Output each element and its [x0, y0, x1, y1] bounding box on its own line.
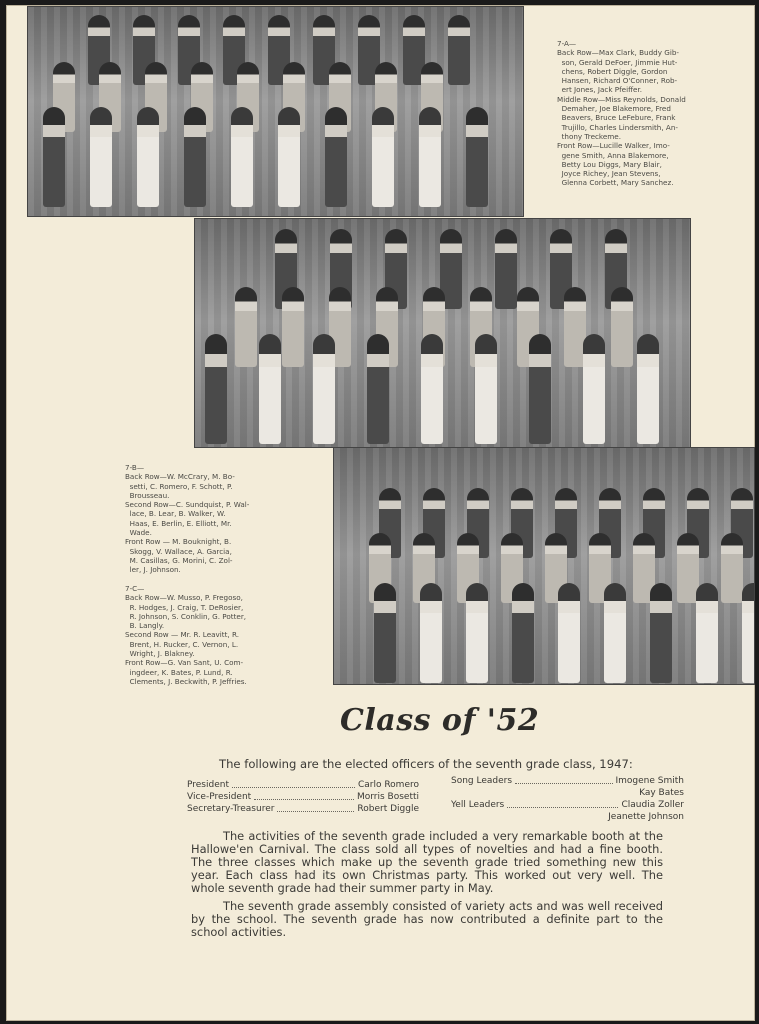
class-7b-caption — [125, 463, 249, 575]
photo-figure — [420, 583, 442, 683]
officers-list-right — [451, 775, 684, 823]
photo-figure — [495, 229, 517, 309]
caption-line: Beavers, Bruce LeFebure, Frank — [557, 113, 676, 123]
song-leaders-row — [451, 775, 684, 787]
caption-line: Second Row—C. Sundquist, P. Wal- — [125, 500, 250, 510]
caption-line: B. Langly. — [125, 621, 165, 631]
class-7a-caption — [557, 39, 686, 188]
caption-line: lace, B. Lear, B. Walker, W. — [125, 509, 226, 519]
caption-line: Back Row—Max Clark, Buddy Gib- — [557, 48, 679, 58]
photo-figure — [419, 107, 441, 207]
photo-figure — [637, 334, 659, 444]
caption-line: 7-B— — [125, 463, 145, 472]
photo-figure — [205, 334, 227, 444]
class-7c-caption — [125, 584, 247, 686]
caption-line: Wright, J. Blakney. — [125, 649, 195, 659]
caption-line: Glenna Corbett, Mary Sanchez. — [557, 178, 674, 188]
caption-line: ler, J. Johnson. — [125, 565, 181, 575]
caption-line: Front Row—G. Van Sant, U. Com- — [125, 658, 244, 668]
activities-paragraph: The activities of the seventh grade included a very remarkable booth at the Hallowe'en Carnival. The class sold all types of novelties and had a fine booth. The three classes which make up the seventh grade tried something new this year. Each class had its own Christmas party. This worked out very well. The whole seventh grade had their summer party in May. — [191, 829, 663, 895]
caption-line: Back Row—W. McCrary, M. Bo- — [125, 472, 235, 482]
photo-figure — [466, 583, 488, 683]
officer-name: Carlo Romero — [357, 780, 419, 790]
photo-figure — [611, 287, 633, 367]
yell-leader-name: Claudia Zoller — [621, 800, 684, 810]
photo-figure — [475, 334, 497, 444]
class-7a-photo — [27, 6, 524, 217]
photo-figure — [325, 107, 347, 207]
caption-line: Back Row—W. Musso, P. Fregoso, — [125, 593, 243, 603]
caption-line: ert Jones, Jack Pfeiffer. — [557, 85, 643, 95]
photo-figure — [583, 334, 605, 444]
caption-line: son, Gerald DeFoer, Jimmie Hut- — [557, 57, 678, 67]
caption-line: M. Casillas, G. Morini, C. Zol- — [125, 555, 233, 565]
officer-role: President — [187, 780, 229, 790]
photo-figure — [512, 583, 534, 683]
photo-figure — [367, 334, 389, 444]
page-title: Class of '52 — [340, 703, 540, 738]
photo-figure — [529, 334, 551, 444]
photo-figure — [282, 287, 304, 367]
photo-figure — [313, 334, 335, 444]
leader-dots — [507, 799, 618, 808]
caption-line: thony Treckeme. — [557, 131, 621, 141]
photo-figure — [235, 287, 257, 367]
caption-line: Front Row — M. Bouknight, B. — [125, 537, 232, 547]
caption-line: Trujillo, Charles Lindersmith, An- — [557, 122, 678, 132]
photo-figure — [696, 583, 718, 683]
song-leader-name-2: Kay Bates — [639, 788, 684, 798]
class-7b-photo — [194, 218, 691, 448]
photo-figure — [604, 583, 626, 683]
caption-line: setti, C. Romero, F. Schott, P. — [125, 481, 233, 491]
photo-figure — [259, 334, 281, 444]
officer-role: Secretary-Treasurer — [187, 804, 275, 814]
photo-figure — [90, 107, 112, 207]
photo-figure — [448, 15, 470, 85]
officer-role: Vice-President — [187, 792, 252, 802]
yearbook-page — [6, 5, 755, 1021]
caption-line: Brousseau. — [125, 490, 170, 500]
photo-figure — [278, 107, 300, 207]
caption-line: Joyce Richey, Jean Stevens, — [557, 169, 661, 179]
officer-row — [187, 803, 419, 815]
caption-line: Haas, E. Berlin, E. Elliott, Mr. — [125, 518, 232, 528]
assembly-paragraph: The seventh grade assembly consisted of variety acts and was well received by the school. The seventh grade has now contributed a definite part to the school activities. — [191, 899, 663, 939]
photo-figure — [184, 107, 206, 207]
caption-line: Brent, H. Rucker, C. Vernon, L. — [125, 639, 239, 649]
caption-line: Betty Lou Diggs, Mary Blair, — [557, 159, 662, 169]
caption-line: Second Row — Mr. R. Leavitt, R. — [125, 630, 239, 640]
caption-line: Demaher, Joe Blakemore, Fred — [557, 104, 671, 114]
caption-line: Middle Row—Miss Reynolds, Donald — [557, 94, 686, 104]
photo-figure — [650, 583, 672, 683]
officer-name: Robert Diggle — [357, 804, 419, 814]
photo-figure — [231, 107, 253, 207]
leader-dots — [515, 775, 612, 784]
leader-dots — [232, 779, 355, 788]
caption-line: Hansen, Richard O'Conner, Rob- — [557, 76, 678, 86]
leader-dots — [277, 803, 354, 812]
caption-line: gene Smith, Anna Blakemore, — [557, 150, 669, 160]
yell-leaders-label: Yell Leaders — [451, 800, 505, 810]
caption-line: 7-C— — [125, 584, 145, 593]
caption-line: Skogg, V. Wallace, A. Garcia, — [125, 546, 232, 556]
caption-line: 7-A— — [557, 39, 577, 48]
officers-intro: The following are the elected officers of the seventh grade class, 1947: — [219, 757, 633, 771]
caption-line: chens, Robert Diggle, Gordon — [557, 66, 668, 76]
photo-figure — [372, 107, 394, 207]
caption-line: Front Row—Lucille Walker, Imo- — [557, 141, 670, 151]
caption-line: R. Hodges, J. Craig, T. DeRosier, — [125, 602, 244, 612]
caption-line: Clements, J. Beckwith, P. Jeffries. — [125, 676, 247, 686]
class-7c-photo — [333, 447, 755, 685]
photo-figure — [742, 583, 755, 683]
officer-name: Morris Bosetti — [356, 792, 419, 802]
caption-line: Wade. — [125, 528, 152, 538]
song-leader-name-2-row — [451, 787, 684, 799]
caption-line: R. Johnson, S. Conklin, G. Potter, — [125, 611, 247, 621]
song-leader-name: Imogene Smith — [615, 776, 684, 786]
photo-figure — [374, 583, 396, 683]
officers-list-left — [187, 779, 419, 815]
officer-row — [187, 779, 419, 791]
photo-figure — [558, 583, 580, 683]
yell-leader-name-2-row — [451, 811, 684, 823]
photo-figure — [43, 107, 65, 207]
leader-dots — [254, 791, 354, 800]
photo-figure — [721, 533, 743, 603]
officer-row — [187, 791, 419, 803]
photo-figure — [421, 334, 443, 444]
photo-figure — [466, 107, 488, 207]
yell-leader-name-2: Jeanette Johnson — [608, 812, 684, 822]
caption-line: ingdeer, K. Bates, P. Lund, R. — [125, 667, 233, 677]
song-leaders-label: Song Leaders — [451, 776, 513, 786]
photo-figure — [137, 107, 159, 207]
yell-leaders-row — [451, 799, 684, 811]
